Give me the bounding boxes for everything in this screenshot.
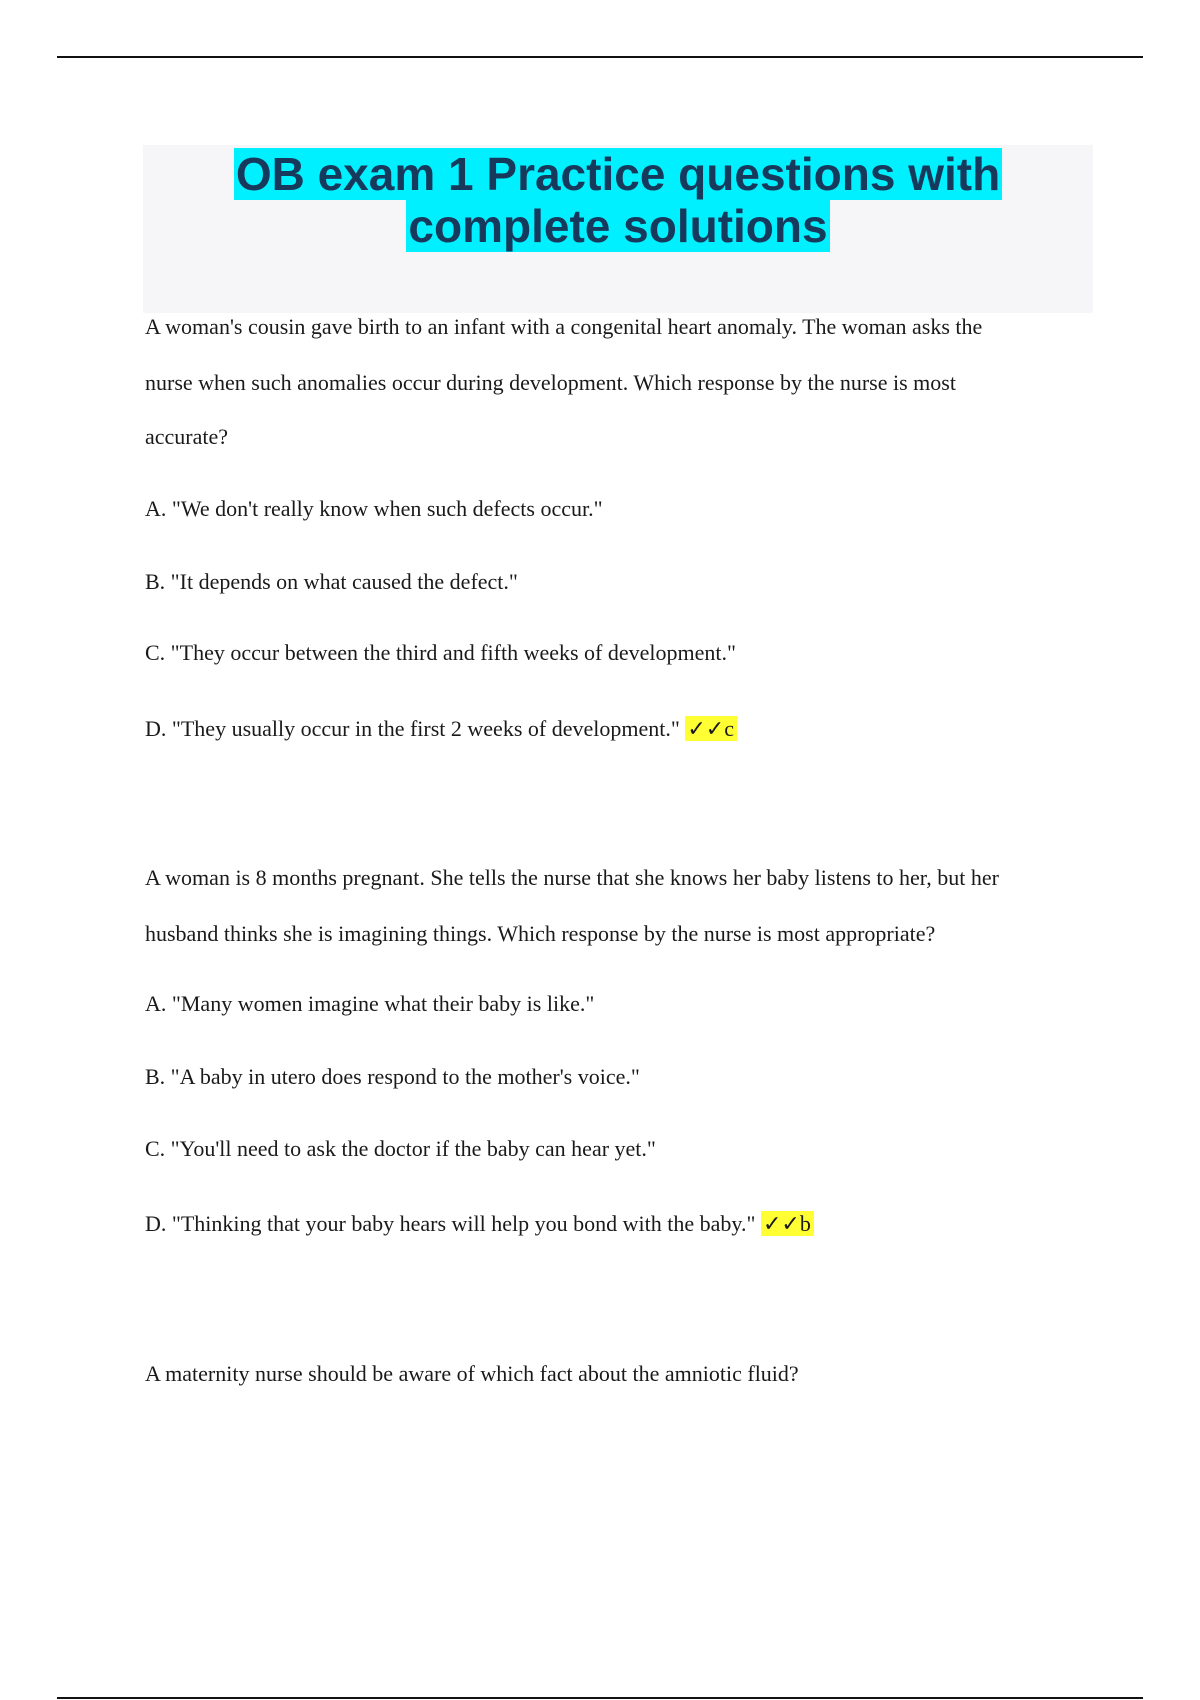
question-1-answer-badge	[685, 716, 737, 741]
question-2-answer-badge	[761, 1211, 814, 1236]
question-2-answer-letter: b	[799, 1211, 811, 1236]
question-2-stem-line-2: husband thinks she is imagining things. Which response by the nurse is most appropriate?	[145, 921, 936, 946]
question-1-stem-line-3: accurate?	[145, 424, 229, 449]
question-2-option-b: B. "A baby in utero does respond to the mother's voice."	[145, 1064, 640, 1089]
document-title-line-2: complete solutions	[408, 200, 828, 252]
question-1-option-c: C. "They occur between the third and fifth weeks of development."	[145, 640, 736, 665]
checkmark-icon: ✓✓	[687, 717, 725, 742]
checkmark-icon: ✓✓	[762, 1212, 800, 1237]
header-rule	[57, 56, 1143, 58]
question-2-stem-line-1: A woman is 8 months pregnant. She tells the nurse that she knows her baby listens to her, but her	[145, 865, 999, 890]
question-2-option-a: A. "Many women imagine what their baby is like."	[145, 991, 595, 1016]
question-2-option-d-line	[145, 1211, 814, 1238]
question-2-option-c: C. "You'll need to ask the doctor if the baby can hear yet."	[145, 1136, 656, 1161]
question-1-option-b: B. "It depends on what caused the defect."	[145, 569, 518, 594]
question-3-stem-line-1: A maternity nurse should be aware of which fact about the amniotic fluid?	[145, 1361, 799, 1386]
question-1-stem-line-1: A woman's cousin gave birth to an infant with a congenital heart anomaly. The woman asks the	[145, 314, 983, 339]
title-block	[143, 145, 1093, 313]
footer-rule	[57, 1697, 1143, 1699]
question-1-stem-line-2: nurse when such anomalies occur during development. Which response by the nurse is most	[145, 370, 956, 395]
question-1-answer-letter: c	[724, 716, 734, 741]
question-2-option-d: D. "Thinking that your baby hears will help you bond with the baby."	[145, 1211, 756, 1236]
document-title-line-1: OB exam 1 Practice questions with	[235, 148, 1001, 200]
question-1-option-d-line	[145, 716, 737, 743]
question-1-option-a: A. "We don't really know when such defects occur."	[145, 496, 603, 521]
question-1-option-d: D. "They usually occur in the first 2 weeks of development."	[145, 716, 680, 741]
